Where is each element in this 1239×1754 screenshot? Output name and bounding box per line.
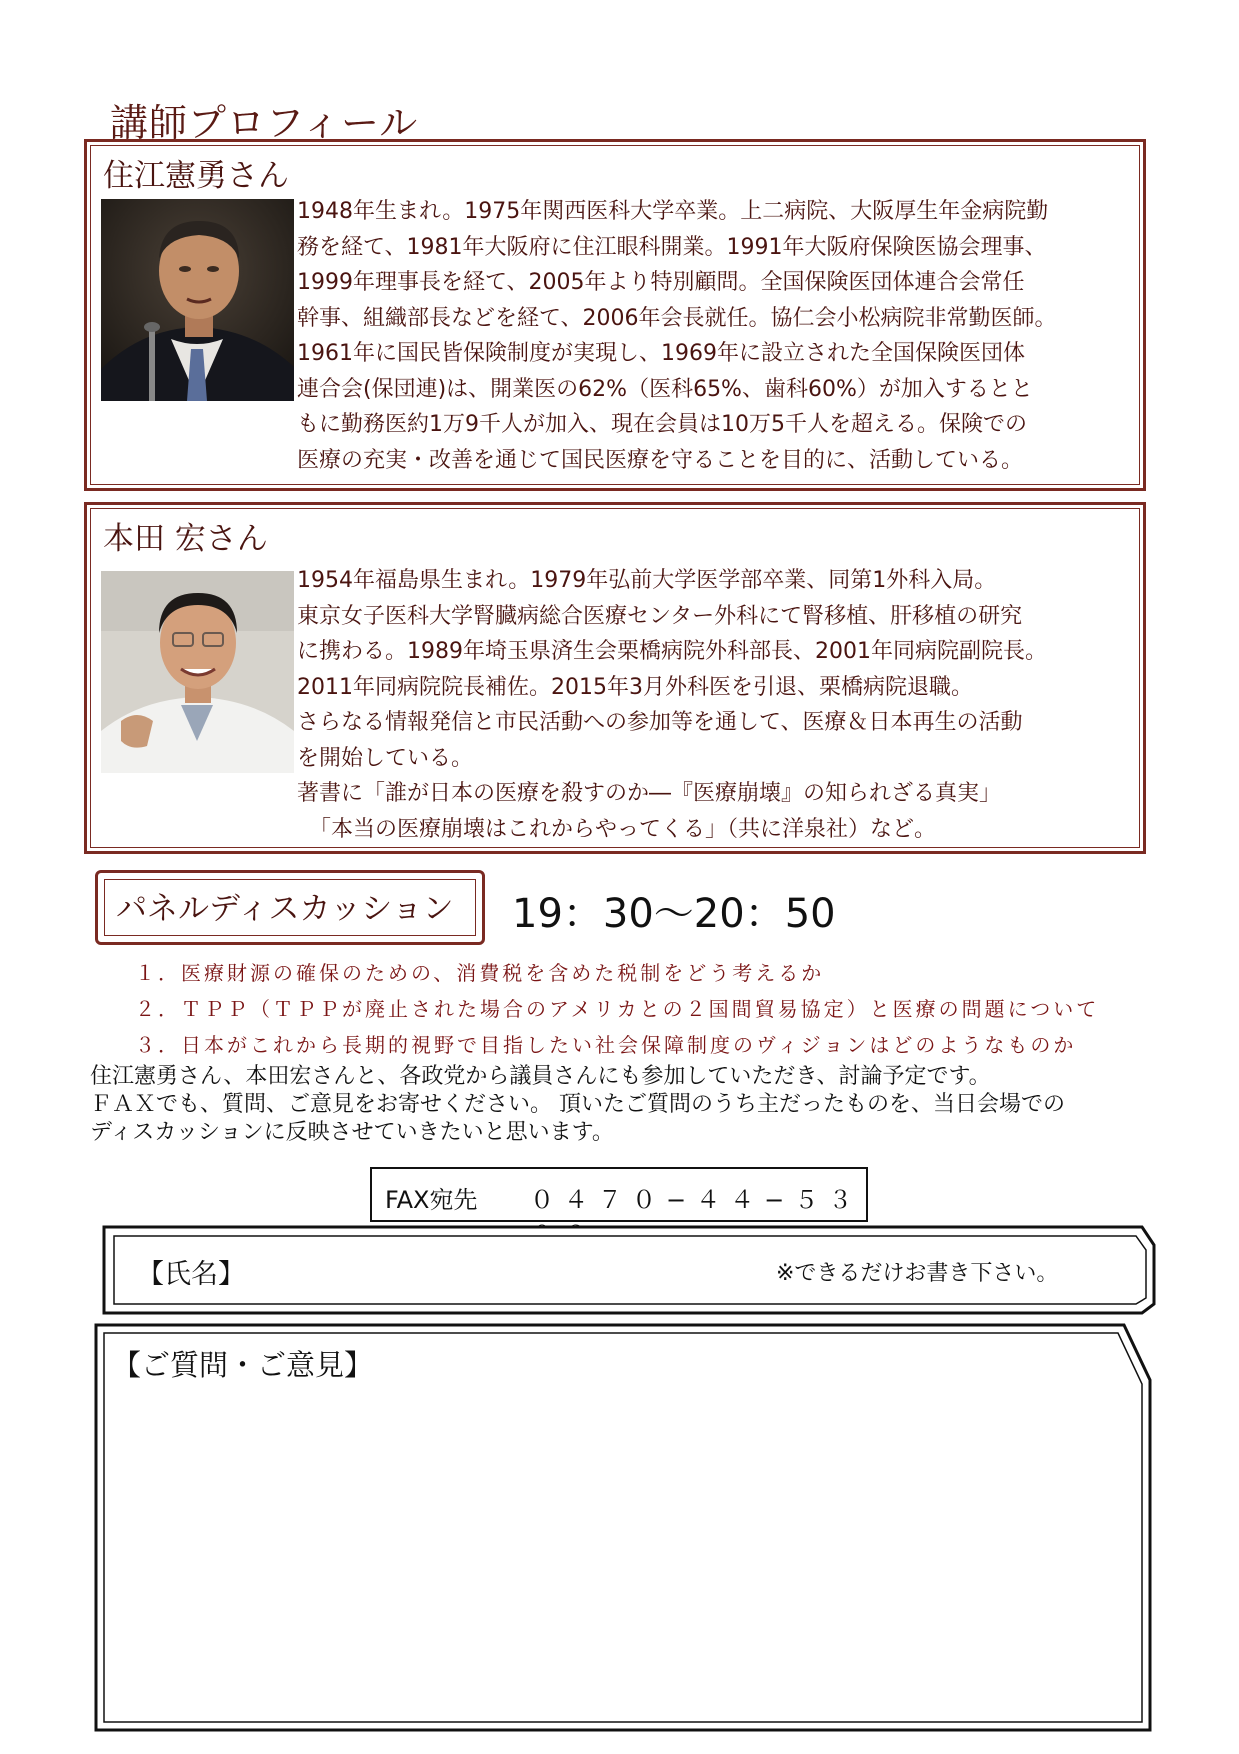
bio-line: 幹事、組織部長などを経て、2006年会長就任。協仁会小松病院非常勤医師。 bbox=[297, 305, 1057, 331]
intro-line: ディスカッションに反映させていきたいと思います。 bbox=[90, 1120, 614, 1145]
bio-line: さらなる情報発信と市民活動への参加等を通して、医療＆日本再生の活動 bbox=[297, 710, 1023, 735]
profile-name: 本田 宏さん bbox=[103, 521, 268, 557]
bio-line: 東京女子医科大学腎臓病総合医療センター外科にて腎移植、肝移植の研究 bbox=[297, 603, 1023, 629]
bio-line: 1948年生まれ。1975年関西医科大学卒業。上二病院、大阪厚生年金病院勤 bbox=[297, 199, 1049, 224]
bio-line: 医療の充実・改善を通じて国民医療を守ることを目的に、活動している。 bbox=[297, 447, 1024, 473]
intro-line: ＦＡＸでも、質問、ご意見をお寄せください。 頂いたご質問のうち主だったものを、当日会場での bbox=[90, 1092, 1065, 1117]
bio-line: もに勤務医約1万9千人が加入、現在会員は10万5千人を超える。保険での bbox=[297, 412, 1027, 437]
bio-line: 2011年同病院院長補佐。2015年3月外科医を引退、栗橋病院退職。 bbox=[297, 674, 973, 700]
topic-item: １．医療財源の確保のための、消費税を含めた税制をどう考えるか bbox=[135, 961, 825, 985]
fax-label: FAX宛先 bbox=[385, 1186, 478, 1214]
page-title: 講師プロフィール bbox=[110, 101, 419, 145]
bio-line: を開始している。 bbox=[297, 745, 474, 771]
bio-line: 1961年に国民皆保険制度が実現し、1969年に設立された全国保険医団体 bbox=[297, 341, 1025, 366]
intro-line: 住江憲勇さん、本田宏さんと、各政党から議員さんにも参加していただき、討論予定です。 bbox=[90, 1064, 991, 1089]
bio-line: に携わる。1989年埼玉県済生会栗橋病院外科部長、2001年同病院副院長。 bbox=[297, 639, 1047, 664]
topic-item: ２．ＴＰＰ（ＴＰＰが廃止された場合のアメリカとの２国間貿易協定）と医療の問題について bbox=[135, 997, 1100, 1021]
panel-label: パネルディスカッション bbox=[116, 891, 454, 927]
bio-line: 著書に「誰が日本の医療を殺すのか―『医療崩壊』の知られざる真実」 bbox=[297, 781, 1002, 806]
bio-line: 務を経て、1981年大阪府に住江眼科開業。1991年大阪府保険医協会理事、 bbox=[297, 234, 1047, 260]
bio-line: 「本当の医療崩壊はこれからやってくる」（共に洋泉社）など。 bbox=[309, 816, 937, 842]
bio-line: 連合会(保団連)は、開業医の62%（医科65%、歯科60%）が加入するとと bbox=[297, 376, 1033, 402]
bio-line: 1999年理事長を経て、2005年より特別顧問。全国保険医団体連合会常任 bbox=[297, 270, 1025, 295]
panel-time: 19：30～20：50 bbox=[512, 891, 836, 937]
bio-line: 1954年福島県生まれ。1979年弘前大学医学部卒業、同第1外科入局。 bbox=[297, 568, 997, 593]
question-field-label: 【ご質問・ご意見】 bbox=[112, 1348, 374, 1382]
fax-number: ０４７０−４４−５３ bbox=[530, 1186, 863, 1214]
question-field-frame bbox=[96, 1325, 1150, 1730]
topic-item: ３．日本がこれから長期的視野で目指したい社会保障制度のヴィジョンはどのようなものか bbox=[135, 1033, 1077, 1057]
name-field-note: ※できるだけお書き下さい。 bbox=[776, 1261, 1059, 1286]
profile-name: 住江憲勇さん bbox=[103, 158, 289, 194]
name-field-label: 【氏名】 bbox=[137, 1259, 245, 1290]
